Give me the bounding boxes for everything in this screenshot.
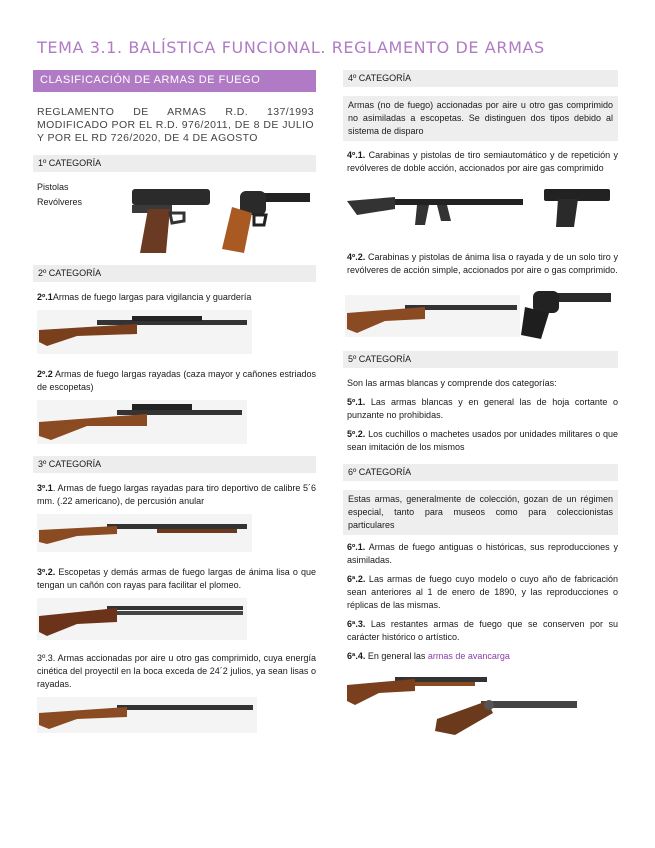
cat6-paragraph-1 <box>347 541 618 567</box>
cat4-images-1 <box>343 181 618 237</box>
cat3-paragraph-1 <box>37 482 316 508</box>
cat2-p2-text: Armas de fuego largas rayadas (caza mayor y cañones estriados de escopetas) <box>37 369 316 392</box>
cat6-paragraph-3 <box>347 618 618 644</box>
cat3-paragraph-2 <box>37 566 316 592</box>
category-6-heading: 6º CATEGORÍA <box>343 464 618 481</box>
cat4-p2-text: Carabinas y pistolas de ánima lisa o rayada y de un solo tiro y revólveres de acción simple, accionados por aire o gas comprimido. <box>347 252 618 275</box>
air-pistol-image <box>536 181 616 231</box>
cat2-paragraph-2 <box>37 368 316 394</box>
cat6-p4-text: En general las <box>365 651 428 661</box>
cat6-paragraph-2 <box>347 573 618 612</box>
cat4-p1-number: 4º.1. <box>347 150 366 160</box>
cat6-p3-text: Las restantes armas de fuego que se conserven por su carácter histórico o artístico. <box>347 619 618 642</box>
air-revolver-image <box>519 283 614 341</box>
pistol-image <box>126 179 216 257</box>
page-title: TEMA 3.1. BALÍSTICA FUNCIONAL. REGLAMENTO DE ARMAS <box>37 38 545 57</box>
category-1-heading: 1º CATEGORÍA <box>33 155 316 172</box>
cat4-images-2 <box>343 283 618 341</box>
flintlock-pistol-image <box>431 691 581 737</box>
cat4-paragraph-1 <box>347 149 618 175</box>
avancarga-link[interactable]: armas de avancarga <box>427 651 510 661</box>
cat5-paragraph-1 <box>347 396 618 422</box>
category-4-heading: 4º CATEGORÍA <box>343 70 618 87</box>
cat4-paragraph-2 <box>347 251 618 277</box>
cat5-paragraph-2 <box>347 428 618 454</box>
cat3-paragraph-3: 3º.3. Armas accionadas por aire u otro gas comprimido, cuya energía cinética del proyectil en la boca exceda de 24´2 julios, ya sean lisas o rayadas. <box>37 653 316 689</box>
cat3-p2-number: 3º.2. <box>37 567 56 577</box>
cat5-p1-number: 5º.1. <box>347 397 366 407</box>
air-carbine-image <box>345 295 520 337</box>
cat6-p2-number: 6ª.2. <box>347 574 366 584</box>
cat6-p1-number: 6º.1. <box>347 542 366 552</box>
pistolas-label: Pistolas <box>37 182 69 192</box>
cat3-p1-text: . Armas de fuego largas rayadas para tiro deportivo de calibre 5´6 mm. (.22 americano), de percusión anular <box>37 483 316 506</box>
shotgun-image <box>37 598 316 640</box>
revolveres-label: Revólveres <box>37 197 83 207</box>
right-column <box>343 70 618 739</box>
cat5-intro: Son las armas blancas y comprende dos categorías: <box>347 378 557 388</box>
cat2-p1-number: 2º.1 <box>37 292 53 302</box>
cat6-intro: Estas armas, generalmente de colección, gozan de un régimen especial, tanto para museos como para coleccionistas particulares <box>343 490 618 535</box>
cat2-paragraph-1 <box>37 291 316 304</box>
cat6-images <box>343 669 618 739</box>
reglamento-text: REGLAMENTO DE ARMAS R.D. 137/1993 MODIFICADO POR EL R.D. 976/2011, DE 8 DE JULIO Y POR EL RD 726/2020, DE 4 DE AGOSTO <box>37 106 314 144</box>
rifle-image-2 <box>37 400 316 444</box>
rifle-image-1 <box>37 310 316 354</box>
cat6-paragraph-4 <box>347 650 618 663</box>
cat6-p1-text: Armas de fuego antiguas o históricas, sus reproducciones y asimiladas. <box>347 542 618 565</box>
category-3-heading: 3º CATEGORÍA <box>33 456 316 473</box>
assault-rifle-image <box>347 185 527 229</box>
cat5-p2-number: 5º.2. <box>347 429 366 439</box>
cat4-p1-text: Carabinas y pistolas de tiro semiautomático y de repetición y revólveres de doble acción, accionados por aire gas comprimido <box>347 150 618 173</box>
category-1-block <box>33 181 316 263</box>
cat5-p2-text: Los cuchillos o machetes usados por unidades militares o que sean imitación de los mismos <box>347 429 618 452</box>
air-rifle-image <box>37 697 316 733</box>
cat4-intro: Armas (no de fuego) accionadas por aire u otro gas comprimido no asimiladas a escopetas. Se distinguen dos tipos debido al sistema de disparo <box>343 96 618 141</box>
section-banner: CLASIFICACIÓN DE ARMAS DE FUEGO <box>33 70 316 92</box>
cat2-p2-number: 2º.2 <box>37 369 53 379</box>
category-5-heading: 5º CATEGORÍA <box>343 351 618 368</box>
cat3-p2-text: Escopetas y demás armas de fuego largas de ánima lisa o que tengan un cañón con rayas para facilitar el plomeo. <box>37 567 316 590</box>
cat4-p2-number: 4º.2. <box>347 252 366 262</box>
left-column <box>33 70 316 733</box>
cat3-p1-number: 3º.1 <box>37 483 53 493</box>
cat2-p1-text: Armas de fuego largas para vigilancia y guardería <box>52 292 252 302</box>
cat6-p3-number: 6ª.3. <box>347 619 366 629</box>
cat6-p4-number: 6ª.4. <box>347 651 366 661</box>
rifle-image-3 <box>37 514 316 552</box>
cat5-p1-text: Las armas blancas y en general las de hoja cortante o punzante no prohibidas. <box>347 397 618 420</box>
revolver-image <box>218 179 313 257</box>
cat6-p2-text: Las armas de fuego cuyo modelo o cuyo año de fabricación sean anteriores al 1 de enero de 1890, y las reproducciones o réplicas de las mismas. <box>347 574 618 610</box>
category-2-heading: 2º CATEGORÍA <box>33 265 316 282</box>
